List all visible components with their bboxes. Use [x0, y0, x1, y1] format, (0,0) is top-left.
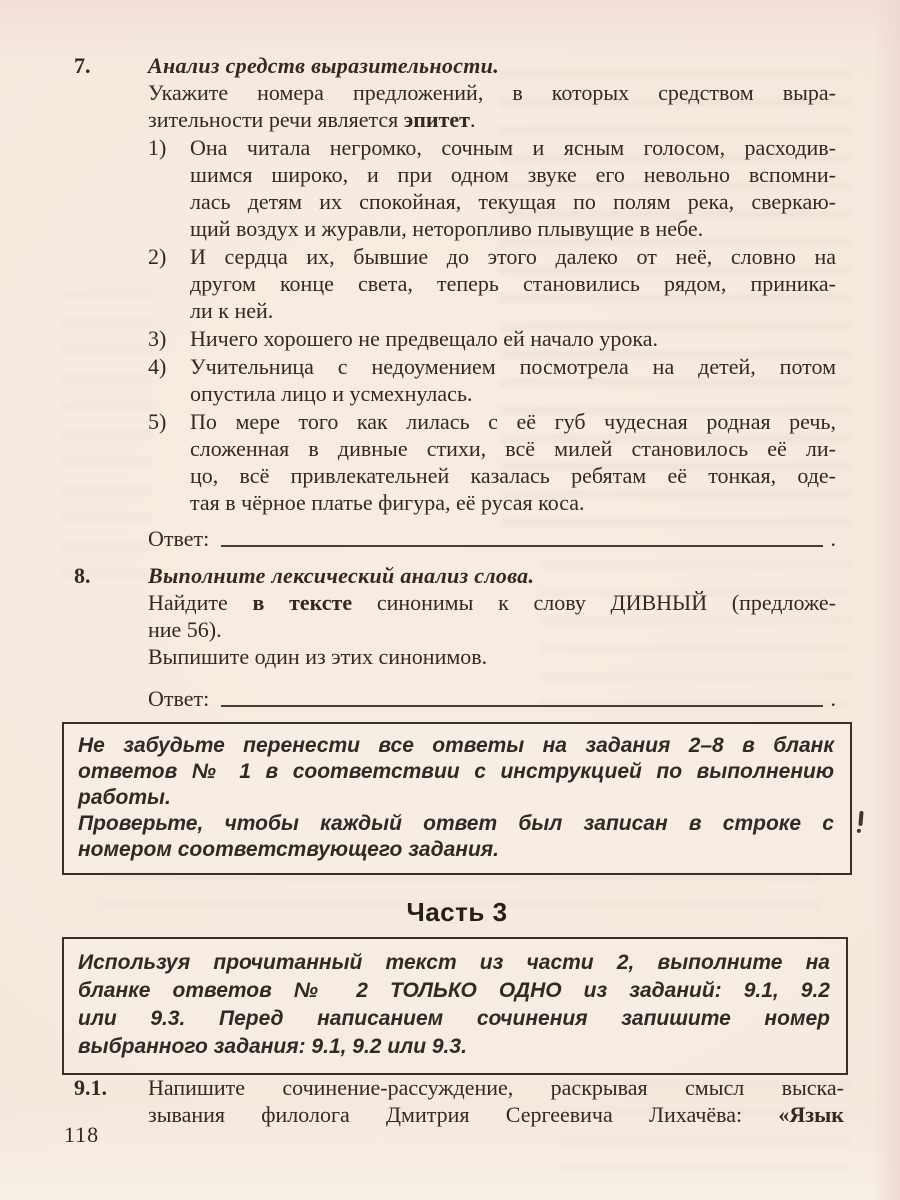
essay-choice-notice	[62, 937, 848, 1075]
notice-line: бланке ответов № 2 ТОЛЬКО ОДНО из заданий: 9.1, 9.2	[78, 979, 830, 1002]
stray-ink-mark	[858, 811, 863, 826]
notice-line: Проверьте, чтобы каждый ответ был записан в строке с	[78, 812, 834, 835]
task-8-text: синонимы к слову ДИВНЫЙ (предложе-	[352, 590, 836, 615]
part-3-heading: Часть 3	[406, 897, 508, 927]
task-9-1-line: Напишите сочинение-рассуждение, раскрывая смысл выска-	[148, 1075, 844, 1100]
task-7-intro-line: Укажите номера предложений, в которых средством выра-	[148, 80, 836, 105]
option-line: шимся широко, и при одном звуке его невольно вспомни-	[190, 162, 836, 187]
task-7	[62, 52, 836, 552]
option-number: 5)	[148, 409, 167, 434]
task-8-line: Выпишите один из этих синонимов.	[148, 644, 488, 669]
task-7-intro-line	[148, 106, 836, 133]
task-7-intro-text: .	[469, 107, 476, 132]
option-number: 3)	[148, 326, 167, 351]
task-8-title: Выполните лексический анализ слова.	[148, 563, 535, 588]
option-number: 1)	[148, 135, 167, 160]
task-7-option-3	[148, 325, 836, 352]
option-line: щий воздух и журавли, неторопливо плывущие в небе.	[190, 216, 704, 241]
option-line: Она читала негромко, сочным и ясным голосом, расходив-	[190, 135, 836, 160]
notice-line: Используя прочитанный текст из части 2, выполните на	[78, 951, 830, 974]
option-line: тая в чёрное платье фигура, её русая коса.	[190, 490, 585, 515]
answer-label: Ответ:	[148, 526, 210, 551]
answer-period: .	[830, 526, 836, 551]
task-7-option-2	[148, 243, 836, 324]
option-line: По мере того как лилась с её губ чудесная родная речь,	[190, 409, 836, 434]
option-number: 2)	[148, 244, 167, 269]
task-7-option-4	[148, 353, 836, 407]
task-7-intro-text: зительности речи является	[148, 107, 404, 132]
task-9-1-quote-start: «Язык	[778, 1102, 844, 1127]
notice-line: ответов № 1 в соответствии с инструкцией по выполнению	[78, 760, 834, 783]
option-line: опустила лицо и усмехнулась.	[190, 381, 473, 406]
option-line: ли к ней.	[190, 298, 274, 323]
option-number: 4)	[148, 354, 167, 379]
transfer-answers-notice	[62, 722, 852, 875]
notice-line: работы.	[78, 786, 171, 809]
task-8-number: 8.	[74, 563, 91, 588]
option-line: Ничего хорошего не предвещало ей начало урока.	[190, 326, 659, 351]
page-number: 118	[64, 1122, 100, 1147]
task-7-option-1	[148, 134, 836, 242]
option-line: лась детям их спокойная, текущая по полям река, сверкаю-	[190, 189, 836, 214]
task-7-number: 7.	[74, 53, 91, 78]
option-line: И сердца их, бывшие до этого далеко от неё, словно на	[190, 244, 836, 269]
notice-line: номером соответствующего задания.	[78, 838, 499, 861]
answer-blank-line	[221, 705, 822, 707]
task-8	[62, 562, 836, 712]
task-7-option-5	[148, 408, 836, 516]
task-8-keyword-in-text: в тексте	[252, 590, 353, 615]
task-8-answer-row	[148, 681, 836, 712]
task-8-line: ние 56).	[148, 617, 222, 642]
task-9-1	[62, 1074, 844, 1128]
task-7-keyword-epithet: эпитет	[403, 107, 470, 132]
answer-label: Ответ:	[148, 686, 210, 711]
option-line: Учительница с недоумением посмотрела на детей, потом	[190, 354, 836, 379]
task-9-1-line	[148, 1101, 844, 1128]
task-8-text: Найдите	[148, 590, 253, 615]
notice-line: выбранного задания: 9.1, 9.2 или 9.3.	[78, 1035, 467, 1058]
option-line: другом конце света, теперь становились рядом, приника-	[190, 271, 836, 296]
option-line: цо, всё привлекательней казалась ребятам её тонкая, оде-	[190, 463, 836, 488]
task-7-answer-row	[148, 521, 836, 552]
answer-blank-line	[221, 545, 822, 547]
answer-period: .	[830, 686, 836, 711]
option-line: сложенная в дивные стихи, всё милей становилось её ли-	[190, 436, 836, 461]
notice-line: или 9.3. Перед написанием сочинения запишите номер	[78, 1007, 830, 1030]
task-9-1-text: зывания филолога Дмитрия Сергеевича Лихачёва:	[148, 1102, 779, 1127]
task-9-1-number: 9.1.	[74, 1075, 107, 1100]
task-7-title: Анализ средств выразительности.	[148, 53, 500, 78]
notice-line: Не забудьте перенести все ответы на задания 2–8 в бланк	[78, 734, 834, 757]
task-8-line	[148, 589, 836, 616]
